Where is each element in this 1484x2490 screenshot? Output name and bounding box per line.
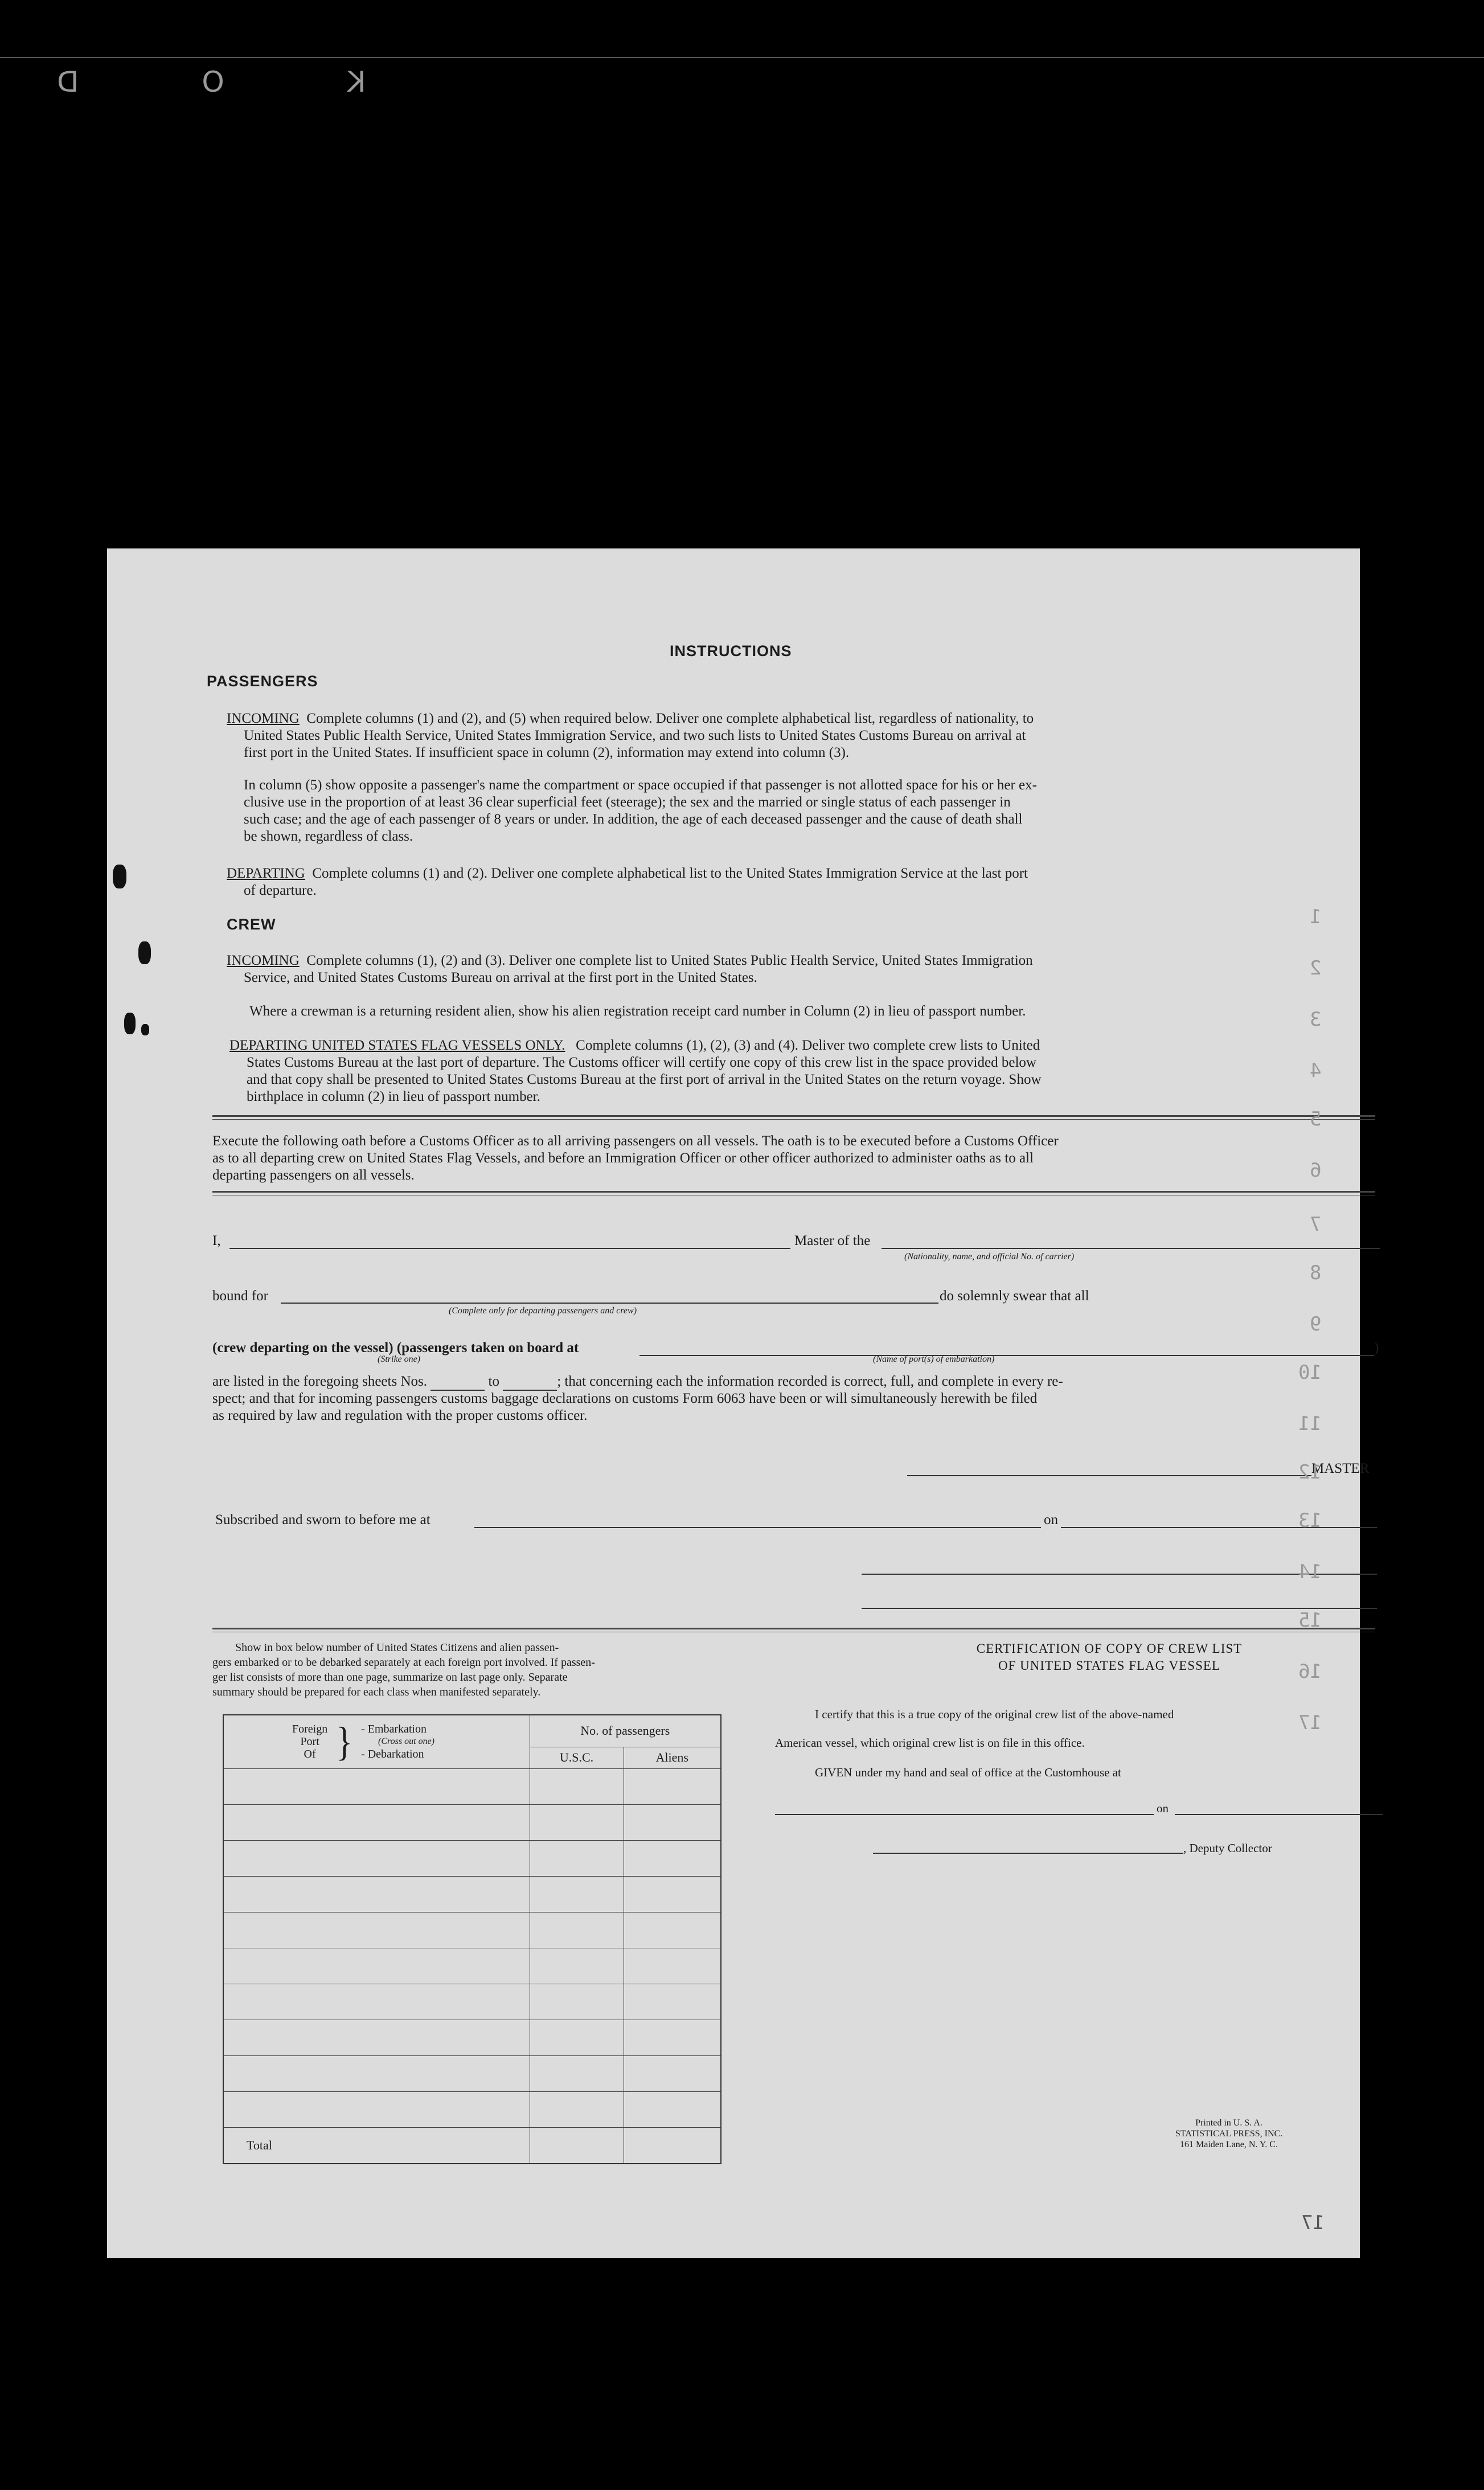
sworn-date-field[interactable] [1061, 1527, 1377, 1528]
oath-intro-line3: departing passengers on all vessels. [212, 1168, 415, 1183]
cert-on-label: on [1157, 1801, 1169, 1815]
ink-blot [141, 1024, 149, 1035]
margin-row-number: 17 [1298, 1711, 1322, 1734]
crew-incoming-label: INCOMING [227, 953, 300, 968]
sheets-line [212, 1373, 1063, 1391]
port-cell[interactable] [223, 1984, 530, 2020]
aliens-header: Aliens [624, 1747, 721, 1768]
embarkation-port-field[interactable] [639, 1355, 1374, 1356]
embarkation-option[interactable]: - Embarkation [361, 1723, 427, 1736]
total-label: Total [223, 2127, 530, 2164]
passenger-summary-table [223, 1714, 721, 2164]
passengers-departing [227, 865, 1028, 883]
crew-incoming-line2: Service, and United States Customs Bureau on arrival at the first port in the United States. [244, 970, 757, 985]
bound-for-label: bound for [212, 1288, 268, 1304]
port-header: Foreign Port Of } - Embarkation (Cross out one) - Debarkation [223, 1715, 530, 1768]
summary-line1: Show in box below number of United States Citizens and alien passen- [235, 1641, 559, 1654]
oath-line2: spect; and that for incoming passengers customs baggage declarations on customs Form 6063 have been or will simultaneously herewith be filed [212, 1391, 1038, 1406]
departing-line2: of departure. [244, 883, 317, 898]
port-cell[interactable] [223, 1876, 530, 1912]
margin-row-number: 16 [1298, 1660, 1322, 1683]
port-cell[interactable] [223, 1948, 530, 1984]
ink-blot [113, 865, 126, 888]
crew-heading: CREW [227, 916, 276, 933]
sheets-to: to [488, 1374, 499, 1389]
usc-cell[interactable] [530, 1984, 624, 2020]
total-usc-cell[interactable] [530, 2127, 624, 2164]
margin-row-number: 6 [1310, 1159, 1322, 1182]
summary-line4: summary should be prepared for each class when manifested separately. [212, 1686, 541, 1698]
flag-line4: birthplace in column (2) in lieu of passport number. [247, 1089, 540, 1104]
aliens-cell[interactable] [624, 2091, 721, 2127]
of-label: Of [304, 1748, 316, 1761]
margin-row-number: 11 [1298, 1412, 1322, 1435]
summary-line2: gers embarked or to be debarked separately at each foreign port involved. If passen- [212, 1656, 595, 1669]
port-cell[interactable] [223, 1804, 530, 1840]
subscribed-label: Subscribed and sworn to before me at [215, 1512, 431, 1527]
given-line: GIVEN under my hand and seal of office at the Customhouse at [815, 1766, 1121, 1779]
foreign-label: Foreign [292, 1723, 328, 1736]
port-cell[interactable] [223, 1768, 530, 1804]
certification-title [864, 1628, 1354, 1674]
aliens-cell[interactable] [624, 1804, 721, 1840]
master-signature-field[interactable] [907, 1475, 1311, 1476]
film-edge [0, 0, 1484, 103]
sheets-start: are listed in the foregoing sheets Nos. [212, 1374, 427, 1389]
ink-blot [138, 941, 151, 964]
margin-row-number: 1 [1310, 906, 1322, 928]
oath-i-label: I, [212, 1233, 221, 1248]
sheets-rest: ; that concerning each the information recorded is correct, full, and complete in every re- [557, 1374, 1063, 1389]
port-cell[interactable] [223, 1840, 530, 1876]
column5-line3: such case; and the age of each passenger of 8 years or under. In addition, the age of each deceased passenger and the cause of death shall [244, 812, 1023, 827]
master-label: MASTER [1311, 1461, 1370, 1476]
aliens-cell[interactable] [624, 1876, 721, 1912]
port-cell[interactable] [223, 2020, 530, 2055]
margin-row-number: 10 [1298, 1361, 1322, 1384]
flag-text: Complete columns (1), (2), (3) and (4). Deliver two complete crew lists to United [576, 1038, 1040, 1053]
port-cell[interactable] [223, 2091, 530, 2127]
no-of-passengers-header: No. of passengers [530, 1715, 721, 1747]
departing-text: Complete columns (1) and (2). Deliver one complete alphabetical list to the United States Immigration Service at the last port [312, 866, 1028, 881]
deputy-collector-label: , Deputy Collector [1183, 1841, 1272, 1855]
certification-title-line1: CERTIFICATION OF COPY OF CREW LIST [976, 1641, 1243, 1656]
deputy-signature-field[interactable] [873, 1853, 1183, 1854]
passengers-incoming [227, 710, 1360, 728]
crew-incoming [227, 952, 1033, 970]
incoming-line3: first port in the United States. If insufficient space in column (2), information may extend into column (3). [244, 745, 850, 760]
margin-row-number: 13 [1298, 1509, 1322, 1532]
aliens-cell[interactable] [624, 2020, 721, 2055]
usc-cell[interactable] [530, 1840, 624, 1876]
bound-for-field[interactable] [281, 1303, 938, 1304]
printer-line2: STATISTICAL PRESS, INC. [1175, 2129, 1283, 2139]
port-label: Port [300, 1735, 319, 1748]
flag-label: DEPARTING UNITED STATES FLAG VESSELS ONLY. [229, 1038, 565, 1053]
margin-row-number: 9 [1310, 1313, 1322, 1336]
margin-row-number: 3 [1310, 1008, 1322, 1031]
divider [212, 1115, 1375, 1120]
usc-cell[interactable] [530, 2055, 624, 2091]
usc-header: U.S.C. [530, 1747, 624, 1768]
usc-cell[interactable] [530, 2091, 624, 2127]
margin-row-number: 12 [1298, 1461, 1322, 1484]
aliens-cell[interactable] [624, 1984, 721, 2020]
oath-intro-line1: Execute the following oath before a Customs Officer as to all arriving passengers on all vessels. The oath is to be executed before a Customs Officer [212, 1133, 1059, 1149]
vessel-field[interactable] [882, 1248, 1380, 1249]
margin-row-number: 14 [1298, 1561, 1322, 1583]
certification-title-line2: OF UNITED STATES FLAG VESSEL [998, 1658, 1220, 1673]
margin-row-number: 15 [1298, 1609, 1322, 1632]
margin-row-number: 2 [1310, 957, 1322, 980]
port-hint: (Name of port(s) of embarkation) [873, 1354, 995, 1364]
crew-incoming-text: Complete columns (1), (2) and (3). Deliver one complete list to United States Public Health Service, United States Immigration [306, 953, 1033, 968]
aliens-cell[interactable] [624, 1840, 721, 1876]
debarkation-option[interactable]: - Debarkation [361, 1748, 424, 1761]
certify-line: I certify that this is a true copy of the original crew list of the above-named [815, 1707, 1174, 1721]
crew-departing-label: (crew departing on the vessel) (passengers taken on board at [212, 1340, 579, 1355]
flag-vessels [229, 1037, 1040, 1055]
aliens-cell[interactable] [624, 1912, 721, 1948]
usc-cell[interactable] [530, 2020, 624, 2055]
strike-one-hint: (Strike one) [378, 1354, 421, 1364]
cert-date-field[interactable] [1175, 1814, 1383, 1815]
customhouse-field[interactable] [775, 1814, 1154, 1815]
sworn-place-field[interactable] [474, 1527, 1041, 1528]
usc-cell[interactable] [530, 1912, 624, 1948]
page-number: 17 [1301, 2211, 1325, 2234]
flag-line2: States Customs Bureau at the last port of departure. The Customs officer will certify one copy of this crew list in the space provided below [247, 1055, 1036, 1070]
divider [212, 1191, 1375, 1195]
incoming-text: Complete columns (1) and (2), and (5) when required below. Deliver one complete alphabetical list, regardless of nationality, to [306, 711, 1034, 726]
port-cell[interactable] [223, 2055, 530, 2091]
summary-instructions [212, 1640, 830, 1699]
flag-line3: and that copy shall be presented to United States Customs Bureau at the first port of arrival in the United States on the return voyage. Show [247, 1072, 1042, 1087]
passengers-heading: PASSENGERS [207, 673, 318, 690]
margin-row-number: 5 [1310, 1108, 1322, 1131]
column5-line4: be shown, regardless of class. [244, 829, 413, 844]
oath-intro-line2: as to all departing crew on United States Flag Vessels, and before an Immigration Officer or other officer authorized to administer oaths as to all [212, 1150, 1034, 1166]
sheets-to-field[interactable] [503, 1377, 557, 1391]
close-paren: ) [1374, 1340, 1379, 1355]
departing-label: DEPARTING [227, 866, 305, 881]
manifest-sheet [107, 548, 1379, 2258]
sworn-on-label: on [1044, 1512, 1058, 1527]
aliens-cell[interactable] [624, 1768, 721, 1804]
usc-cell[interactable] [530, 1804, 624, 1840]
incoming-label: INCOMING [227, 711, 300, 726]
crewman-line: Where a crewman is a returning resident alien, show his alien registration receipt card number in Column (2) in lieu of passport number. [249, 1004, 1026, 1019]
margin-row-number: 4 [1310, 1059, 1322, 1082]
total-aliens-cell[interactable] [624, 2127, 721, 2164]
incoming-line2: United States Public Health Service, United States Immigration Service, and two such lists to United States Customs Bureau on arrival at [244, 728, 1026, 743]
nationality-hint: (Nationality, name, and official No. of carrier) [904, 1252, 1075, 1262]
do-swear-label: do solemnly swear that all [940, 1288, 1089, 1304]
sheets-from-field[interactable] [431, 1377, 485, 1391]
instructions-title: INSTRUCTIONS [670, 642, 792, 660]
column5-line1: In column (5) show opposite a passenger's name the compartment or space occupied if that passenger is not allotted space for his or her ex- [244, 777, 1037, 793]
film-code: K O D [0, 65, 366, 99]
ink-blot [124, 1013, 136, 1034]
film-rule [0, 57, 1484, 58]
aliens-cell[interactable] [624, 2055, 721, 2091]
aliens-cell[interactable] [624, 1948, 721, 1984]
usc-cell[interactable] [530, 1876, 624, 1912]
master-of-label: Master of the [794, 1233, 871, 1248]
printer-line1: Printed in U. S. A. [1195, 2118, 1262, 2128]
margin-row-number: 7 [1310, 1213, 1322, 1236]
american-vessel-line: American vessel, which original crew list is on file in this office. [775, 1736, 1085, 1750]
usc-cell[interactable] [530, 1768, 624, 1804]
oath-line3: as required by law and regulation with the proper customs officer. [212, 1408, 588, 1423]
column5-line2: clusive use in the proportion of at least 36 clear superficial feet (steerage); the sex and the married or single status of each passenger in [244, 794, 1011, 810]
master-name-field[interactable] [229, 1248, 790, 1249]
printer-credit [1081, 2118, 1377, 2150]
complete-only-hint: (Complete only for departing passengers and crew) [449, 1306, 637, 1316]
port-cell[interactable] [223, 1912, 530, 1948]
margin-row-number: 8 [1310, 1262, 1322, 1284]
usc-cell[interactable] [530, 1948, 624, 1984]
summary-line3: ger list consists of more than one page, summarize on last page only. Separate [212, 1671, 568, 1684]
cross-out-hint: (Cross out one) [378, 1737, 434, 1747]
printer-line3: 161 Maiden Lane, N. Y. C. [1180, 2140, 1278, 2149]
